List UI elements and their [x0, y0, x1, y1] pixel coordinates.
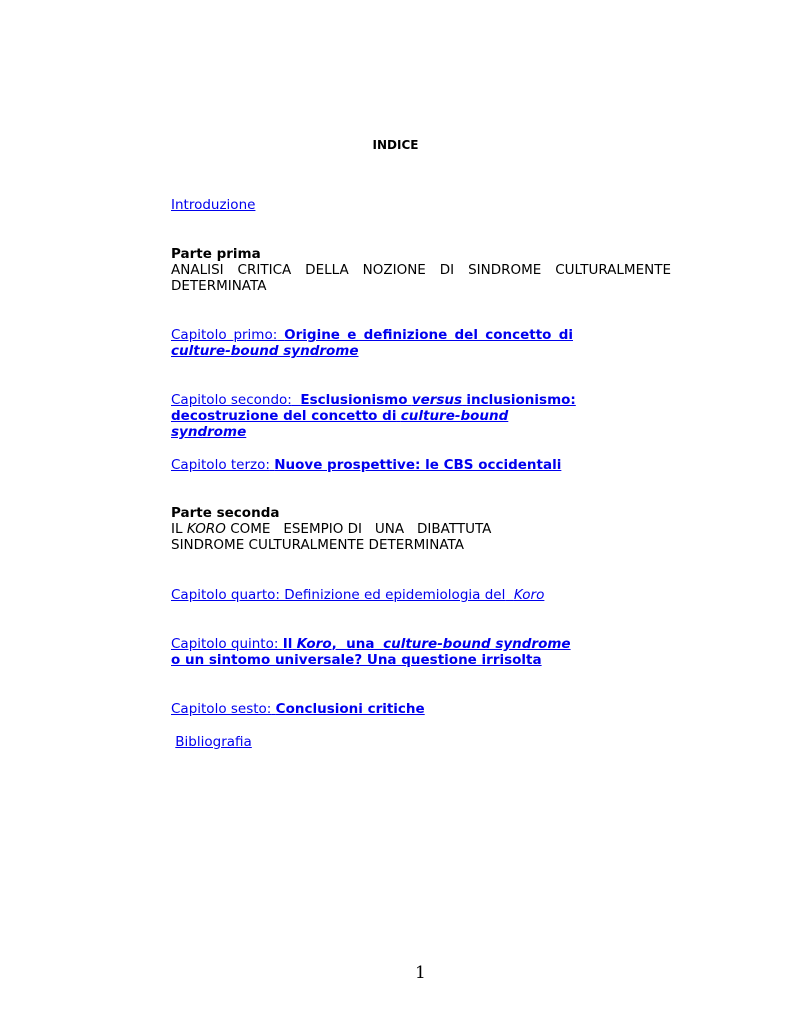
chapter-2-title-versus: versus	[411, 392, 463, 408]
toc-entry-chapter-4[interactable]	[171, 587, 671, 603]
chapter-3-link[interactable]	[171, 457, 561, 473]
part-two-description-line1	[171, 521, 671, 537]
chapter-1-link[interactable]	[171, 327, 573, 343]
chapter-5-title-italic: culture-bound syndrome	[383, 636, 571, 652]
toc-entry-introduzione[interactable]	[171, 197, 671, 213]
chapter-6-link[interactable]	[171, 701, 425, 717]
part-one-heading: Parte prima	[171, 246, 261, 262]
part-one-section	[171, 246, 671, 294]
chapter-4-title-koro: Koro	[513, 587, 545, 603]
chapter-5-link-line2[interactable]	[171, 652, 542, 668]
bibliografia-link[interactable]: Bibliografia	[175, 734, 252, 750]
toc-entry-chapter-6[interactable]	[171, 701, 671, 717]
chapter-3-prefix: Capitolo terzo:	[171, 457, 270, 473]
toc-entry-chapter-1[interactable]	[171, 327, 573, 359]
chapter-2-prefix: Capitolo secondo:	[171, 392, 292, 408]
toc-entry-bibliografia[interactable]	[171, 734, 671, 750]
chapter-1-link-line2[interactable]	[171, 343, 359, 359]
toc-entry-chapter-2[interactable]	[171, 392, 582, 440]
chapter-6-prefix: Capitolo sesto:	[171, 701, 272, 717]
chapter-5-prefix: Capitolo quinto:	[171, 636, 279, 652]
chapter-2-title-italic: culture-bound syndrome	[171, 408, 509, 440]
part-two-section	[171, 505, 671, 553]
chapter-5-title-una: , una	[331, 636, 375, 652]
chapter-4-prefix: Capitolo quarto: Definizione ed epidemiologia del	[171, 587, 506, 603]
part-one-description-line1: ANALISI CRITICA DELLA NOZIONE DI SINDROME CULTURALMENTE	[171, 262, 671, 278]
chapter-2-link-line2[interactable]	[171, 408, 508, 440]
page-number: 1	[415, 963, 426, 983]
chapter-5-title-part2: o un sintomo universale? Una questione irrisolta	[171, 652, 542, 668]
chapter-2-title-part1: Esclusionismo	[300, 392, 408, 408]
part-two-heading: Parte seconda	[171, 505, 280, 521]
part-two-desc-rest: COME ESEMPIO DI UNA DIBATTUTA	[230, 521, 492, 537]
part-two-desc-il: IL	[171, 521, 183, 537]
chapter-1-title: Origine e definizione del concetto di	[284, 327, 573, 343]
chapter-3-title: Nuove prospettive: le CBS occidentali	[274, 457, 562, 473]
part-one-description-line2: DETERMINATA	[171, 278, 267, 294]
page-title: INDICE	[372, 138, 419, 152]
part-two-description-line2: SINDROME CULTURALMENTE DETERMINATA	[171, 537, 464, 553]
introduzione-link[interactable]: Introduzione	[171, 197, 256, 213]
chapter-1-title-italic: culture-bound syndrome	[171, 343, 359, 359]
chapter-5-link[interactable]	[171, 636, 571, 652]
chapter-2-link[interactable]	[171, 392, 576, 408]
chapter-2-title-part2: inclusionismo:	[466, 392, 576, 408]
part-two-desc-koro: KORO	[186, 521, 226, 537]
chapter-5-title-il: Il	[282, 636, 293, 652]
chapter-5-title-koro: Koro	[296, 636, 332, 652]
chapter-2-title-part3: decostruzione del concetto di	[171, 408, 397, 424]
toc-entry-chapter-3[interactable]	[171, 457, 671, 473]
toc-entry-chapter-5[interactable]	[171, 636, 671, 668]
chapter-6-title: Conclusioni critiche	[275, 701, 425, 717]
chapter-4-link[interactable]	[171, 587, 544, 603]
chapter-1-prefix: Capitolo primo:	[171, 327, 278, 343]
